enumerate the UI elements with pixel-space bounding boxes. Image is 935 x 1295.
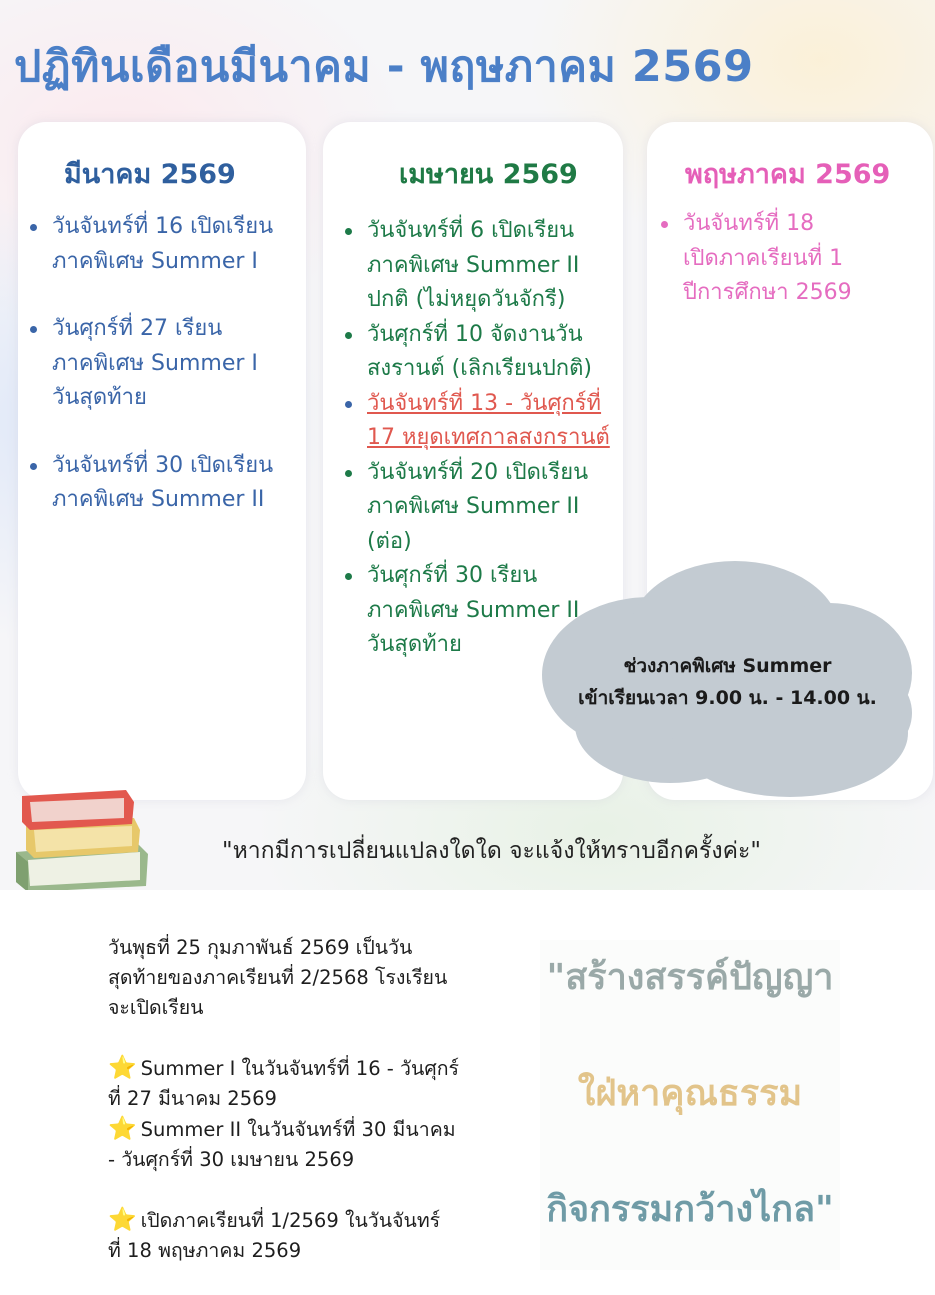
summer1-line: ⭐ Summer I ในวันจันทร์ที่ 16 - วันศุกร์ (108, 1055, 459, 1081)
march-events (22, 210, 302, 551)
may-title: พฤษภาคม 2569 (685, 159, 891, 190)
cloud-line1: ช่วงภาคพิเศษ Summer (623, 655, 832, 677)
cloud-line2: เข้าเรียนเวลา 9.00 น. - 14.00 น. (578, 687, 877, 709)
list-item: วันจันทร์ที่ 30 เปิดเรียน ภาคพิเศษ Summer II (22, 449, 302, 518)
motto-line1: "สร้างสรรค์ปัญญา (546, 957, 834, 998)
march-card (18, 122, 306, 800)
bullet-icon (30, 224, 37, 231)
summer-time-cloud (540, 555, 915, 800)
term-line: ⭐ เปิดภาคเรียนที่ 1/2569 ในวันจันทร์ (108, 1207, 441, 1233)
list-item: วันจันทร์ที่ 16 เปิดเรียน ภาคพิเศษ Summer I (22, 210, 302, 279)
notice-text: "หากมีการเปลี่ยนแปลงใดใด จะแจ้งให้ทราบอีกครั้งค่ะ" (222, 838, 761, 864)
intro-paragraph: วันพุธที่ 25 กุมภาพันธ์ 2569 เป็นวัน สุดท้ายของภาคเรียนที่ 2/2568 โรงเรียน จะเปิดเรียน (108, 936, 448, 1019)
page-title: ปฏิทินเดือนมีนาคม - พฤษภาคม 2569 (14, 42, 754, 92)
bullet-icon (345, 573, 352, 580)
motto-line3: กิจกรรมกว้างไกล" (546, 1189, 834, 1230)
star-icon: ⭐ (108, 1055, 137, 1081)
star-icon: ⭐ (108, 1207, 137, 1233)
list-item: วันศุกร์ที่ 10 จัดงานวัน สงรานต์ (เลิกเรียนปกติ) (337, 318, 623, 387)
announcement-text (108, 933, 498, 1266)
list-item: วันจันทร์ที่ 20 เปิดเรียน ภาคพิเศษ Summer II (ต่อ) (337, 456, 623, 560)
school-motto (540, 940, 840, 1270)
star-icon: ⭐ (108, 1116, 137, 1142)
april-title: เมษายน 2569 (399, 159, 578, 190)
summer2-line2: - วันศุกร์ที่ 30 เมษายน 2569 (108, 1148, 355, 1171)
holiday-item: วันจันทร์ที่ 13 - วันศุกร์ที่ 17 หยุดเทศกาลสงกรานต์ (337, 387, 623, 456)
may-events (653, 207, 923, 311)
motto-line2: ใฝ่หาคุณธรรม (577, 1073, 803, 1114)
bullet-icon (661, 221, 668, 228)
bullet-icon (30, 463, 37, 470)
bullet-icon (345, 332, 352, 339)
summer1-line2: ที่ 27 มีนาคม 2569 (108, 1087, 277, 1110)
list-item: วันจันทร์ที่ 18 เปิดภาคเรียนที่ 1 ปีการศึกษา 2569 (653, 207, 923, 311)
bullet-icon (345, 470, 352, 477)
bullet-icon (345, 401, 352, 408)
march-title: มีนาคม 2569 (64, 159, 236, 190)
term-line2: ที่ 18 พฤษภาคม 2569 (108, 1239, 302, 1262)
list-item: วันจันทร์ที่ 6 เปิดเรียน ภาคพิเศษ Summer II ปกติ (ไม่หยุดวันจักรี) (337, 214, 623, 318)
bullet-icon (345, 228, 352, 235)
list-item: วันศุกร์ที่ 27 เรียน ภาคพิเศษ Summer I วันสุดท้าย (22, 312, 302, 416)
list-item: วันศุกร์ที่ 30 เรียน ภาคพิเศษ Summer II วันสุดท้าย (337, 559, 623, 663)
bullet-icon (30, 326, 37, 333)
books-icon (8, 782, 158, 890)
summer2-line: ⭐ Summer II ในวันจันทร์ที่ 30 มีนาคม (108, 1116, 456, 1142)
